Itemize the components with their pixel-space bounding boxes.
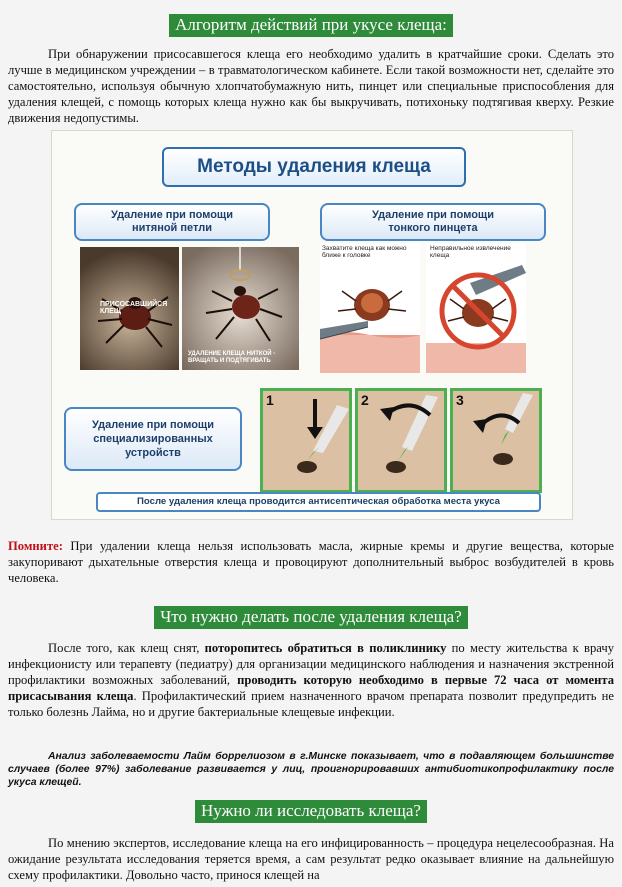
lift-arrow-icon: [453, 391, 539, 490]
remember-label: Помните:: [8, 539, 63, 553]
diagram-tweezers-wrong: [426, 243, 526, 373]
method-thread-label: Удаление при помощи нитяной петли: [74, 203, 270, 241]
antiseptic-note: После удаления клеща проводится антисептическая обработка места укуса: [96, 492, 541, 512]
remember-paragraph: Помните: При удалении клеща нельзя использовать масла, жирные кремы и другие вещества, которые закупоривают дыхательные отверстия клеща и провоцируют дополнительный выброс возбудителей в кровь человека.: [8, 539, 614, 585]
method-tweezers-label: Удаление при помощи тонкого пинцета: [320, 203, 546, 241]
caption-attached: ПРИСОСАВШИЙСЯ КЛЕЩ: [100, 301, 168, 315]
caption-thread: УДАЛЕНИЕ КЛЕЩА НИТКОЙ - ВРАЩАТЬ И ПОДТЯГИВАТЬ: [188, 351, 276, 364]
lyme-statistics-note: Анализ заболеваемости Лайм боррелиозом в г.Минске показывает, что в подавляющем большинстве случаев (более 97%) заболевание развивается у лиц, проигнорировавших антибиотикопрофилактику после укуса клещей.: [8, 751, 614, 788]
tick-removal-infographic: [51, 130, 573, 520]
caption-wrong: Неправильное извлечение клеща: [430, 245, 511, 259]
section-heading-after-removal: Что нужно делать после удаления клеща?: [0, 606, 622, 629]
step-3-panel: 3: [450, 388, 542, 493]
rotate-arrow-icon: [358, 391, 444, 490]
photo-thread-removal: [182, 247, 299, 370]
infographic-title: Методы удаления клеща: [162, 147, 466, 187]
photo-attached-tick: [80, 247, 179, 370]
after-removal-paragraph: После того, как клещ снят, поторопитесь обратиться в поликлинику по месту жительства к врачу инфекционисту или терапевту (педиатру) для организации медицинского наблюдения и назначения экстренной профилактики возможных заболеваний, проводить которую необходимо в первые 72 часа от момента присасывания клеща. Профилактический прием назначенного врачом препарата позволит предупредить не только болезнь Лайма, но и другие бактериальные клещевые инфекции.: [8, 641, 614, 719]
section-heading-algorithm: Алгоритм действий при укусе клеща:: [0, 14, 622, 37]
prohibited-icon: [426, 243, 526, 373]
tweezers-icon: [320, 243, 420, 373]
caption-grab: Захватите клеща как можно ближе к головке: [322, 245, 407, 259]
method-devices-label: Удаление при помощи специализированных устройств: [64, 407, 242, 471]
step-1-panel: 1: [260, 388, 352, 493]
section-heading-tick-testing: Нужно ли исследовать клеща?: [0, 800, 622, 823]
tick-testing-paragraph: По мнению экспертов, исследование клеща на его инфицированность – процедура нецелесообразная. На ожидание результата исследования теряется время, а сам результат редко оказывает влияние на дальнейшую схему профилактики. Довольно часто, принося клещей на: [8, 836, 614, 882]
arrow-down-icon: [263, 391, 349, 490]
step-2-panel: 2: [355, 388, 447, 493]
intro-paragraph: При обнаружении присосавшегося клеща его необходимо удалить в кратчайшие сроки. Сделать это лучше в медицинском учреждении – в травматологическом кабинете. Если такой возможности нет, сделайте это самостоятельно, используя обычную хлопчатобумажную нить, пинцет или специальные приспособления для удаления клещей, с помощь которых клеща нужно как бы выкручивать, потихоньку подтягивая кверху. Резкие движения недопустимы.: [8, 47, 614, 125]
diagram-tweezers-correct: [320, 243, 420, 373]
